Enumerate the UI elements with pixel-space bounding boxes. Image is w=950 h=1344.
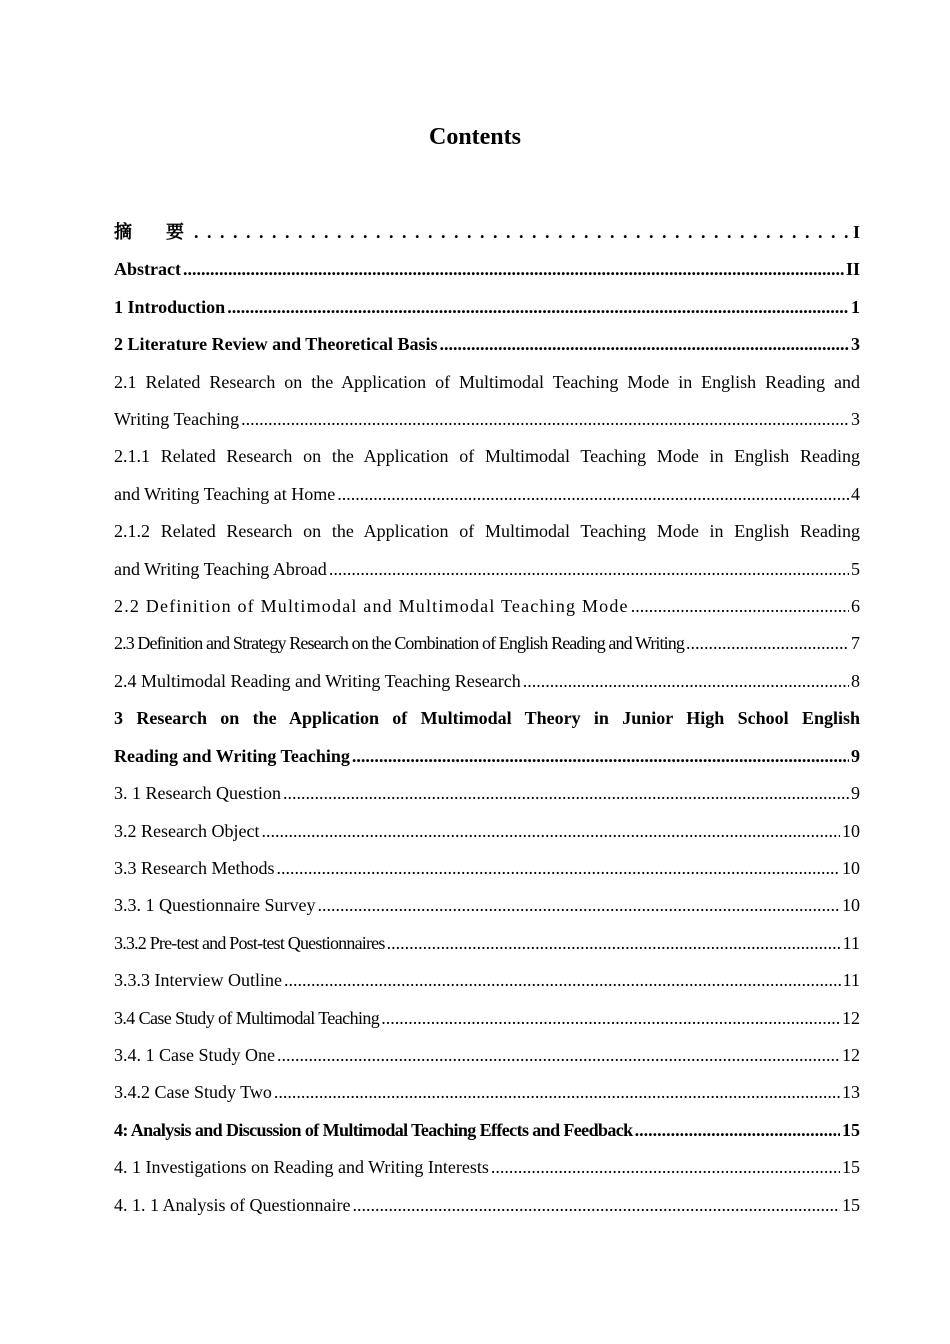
toc-page-number: 5 (851, 558, 860, 579)
toc-leader (261, 813, 840, 850)
toc-entry-2-1-2[interactable] (114, 513, 860, 588)
toc-page-number: 4 (851, 483, 860, 504)
toc-entry-title-line2: Reading and Writing Teaching (114, 745, 350, 766)
toc-entry-3-4-2[interactable] (114, 1074, 860, 1111)
toc-page-number: 11 (842, 932, 860, 953)
toc-leader (194, 214, 851, 251)
toc-entry-3-2[interactable] (114, 813, 860, 850)
toc-entry-title-line2: and Writing Teaching at Home (114, 483, 336, 504)
toc-page-number: II (845, 259, 860, 280)
toc-entry-title: 3.4. 1 Case Study One (114, 1044, 275, 1065)
toc-entry-2-3[interactable] (114, 625, 860, 662)
toc-entry-title: 4. 1 Investigations on Reading and Writing Interests (114, 1157, 489, 1178)
toc-entry-3-4[interactable] (114, 1000, 860, 1037)
toc-entry-literature-review[interactable] (114, 326, 860, 363)
toc-entry-title: 2.3 Definition and Strategy Research on the Combination of English Reading and Writing (114, 633, 684, 654)
toc-page-number: 10 (842, 857, 860, 878)
toc-entry-introduction[interactable] (114, 289, 860, 326)
toc-entry-title: 3.3. 1 Questionnaire Survey (114, 895, 316, 916)
toc-leader (387, 925, 841, 962)
toc-leader (227, 289, 849, 326)
toc-page-number: 15 (842, 1119, 860, 1140)
toc-leader (439, 326, 849, 363)
toc-entry-title: 1 Introduction (114, 296, 226, 317)
toc-entry-2-2[interactable] (114, 588, 860, 625)
toc-page-number: 15 (842, 1194, 860, 1215)
toc-entry-abstract-cn[interactable] (114, 214, 860, 251)
toc-leader (631, 588, 849, 625)
toc-entry-title: 3.3 Research Methods (114, 857, 275, 878)
toc-entry-2-4[interactable] (114, 663, 860, 700)
toc-page-number: 3 (851, 409, 860, 430)
toc-entry-title: 3.2 Research Object (114, 820, 260, 841)
toc-page-number: 10 (842, 820, 860, 841)
toc-entry-title: 4. 1. 1 Analysis of Questionnaire (114, 1194, 351, 1215)
toc-entry-abstract[interactable] (114, 251, 860, 288)
toc-entry-title-line2: Writing Teaching (114, 409, 240, 430)
toc-page-number: 9 (851, 783, 860, 804)
toc-leader (183, 251, 844, 288)
toc-entry-4-1[interactable] (114, 1149, 860, 1186)
toc-page-number: 13 (842, 1082, 860, 1103)
toc-leader (523, 663, 849, 700)
toc-entry-title-line1: 2.1.2 Related Research on the Application of Multimodal Teaching Mode in English Reading (114, 521, 860, 542)
toc-entry-4[interactable] (114, 1112, 860, 1149)
toc-entry-3-3-3[interactable] (114, 962, 860, 999)
toc-entry-title: 2.2 Definition of Multimodal and Multimodal Teaching Mode (114, 596, 629, 617)
toc-entry-title-line1: 2.1.1 Related Research on the Application of Multimodal Teaching Mode in English Reading (114, 446, 860, 467)
toc-entry-3-1[interactable] (114, 775, 860, 812)
toc-entry-2-1-1[interactable] (114, 438, 860, 513)
toc-entry-title: 3.3.2 Pre-test and Post-test Questionnaires (114, 932, 385, 953)
toc-entry-title-line1: 3 Research on the Application of Multimodal Theory in Junior High School English (114, 708, 860, 729)
toc-page-number: 9 (851, 745, 860, 766)
toc-entry-title-line1: 2.1 Related Research on the Application of Multimodal Teaching Mode in English Reading and (114, 371, 860, 392)
toc-entry-3-3-1[interactable] (114, 887, 860, 924)
toc-entry-title: 3.3.3 Interview Outline (114, 970, 282, 991)
toc-page-number: 12 (842, 1044, 860, 1065)
toc-entry-3-3-2[interactable] (114, 925, 860, 962)
toc-leader (337, 476, 849, 513)
toc-entry-title: 3. 1 Research Question (114, 783, 281, 804)
toc-page-number: 10 (842, 895, 860, 916)
toc-leader (635, 1112, 840, 1149)
toc-leader (241, 401, 849, 438)
toc-entry-title: 摘 要 (114, 222, 192, 242)
toc-page-number: 15 (842, 1157, 860, 1178)
toc-leader (381, 1000, 840, 1037)
toc-leader (274, 1074, 840, 1111)
toc-page-number: I (852, 222, 860, 242)
toc-leader (317, 887, 840, 924)
toc-leader (352, 738, 849, 775)
toc-leader (277, 1037, 840, 1074)
toc-entry-4-1-1[interactable] (114, 1187, 860, 1224)
toc-leader (283, 775, 849, 812)
toc-entry-2-1[interactable] (114, 364, 860, 439)
toc-entry-title: 3.4 Case Study of Multimodal Teaching (114, 1007, 380, 1028)
toc-leader (284, 962, 841, 999)
page-title: Contents (428, 124, 521, 150)
toc-leader (686, 625, 849, 662)
toc-entry-3-3[interactable] (114, 850, 860, 887)
toc-page-number: 6 (851, 596, 860, 617)
toc-leader (352, 1187, 840, 1224)
toc-entry-title: Abstract (114, 259, 181, 280)
toc-leader (329, 551, 849, 588)
toc-page-number: 8 (851, 670, 860, 691)
toc-leader (276, 850, 840, 887)
toc-page-number: 11 (842, 970, 860, 991)
toc-page-number: 3 (851, 334, 860, 355)
toc-entry-title-line2: and Writing Teaching Abroad (114, 558, 327, 579)
toc-page-number: 12 (842, 1007, 860, 1028)
toc-entry-3-4-1[interactable] (114, 1037, 860, 1074)
toc-entry-title: 2.4 Multimodal Reading and Writing Teaching Research (114, 670, 521, 691)
toc-page-number: 7 (851, 633, 860, 654)
toc-entry-title: 4: Analysis and Discussion of Multimodal Teaching Effects and Feedback (114, 1119, 633, 1140)
table-of-contents (114, 214, 860, 1224)
toc-leader (491, 1149, 840, 1186)
toc-page-number: 1 (851, 296, 860, 317)
toc-entry-title: 3.4.2 Case Study Two (114, 1082, 272, 1103)
toc-entry-3[interactable] (114, 700, 860, 775)
toc-entry-title: 2 Literature Review and Theoretical Basis (114, 334, 438, 355)
